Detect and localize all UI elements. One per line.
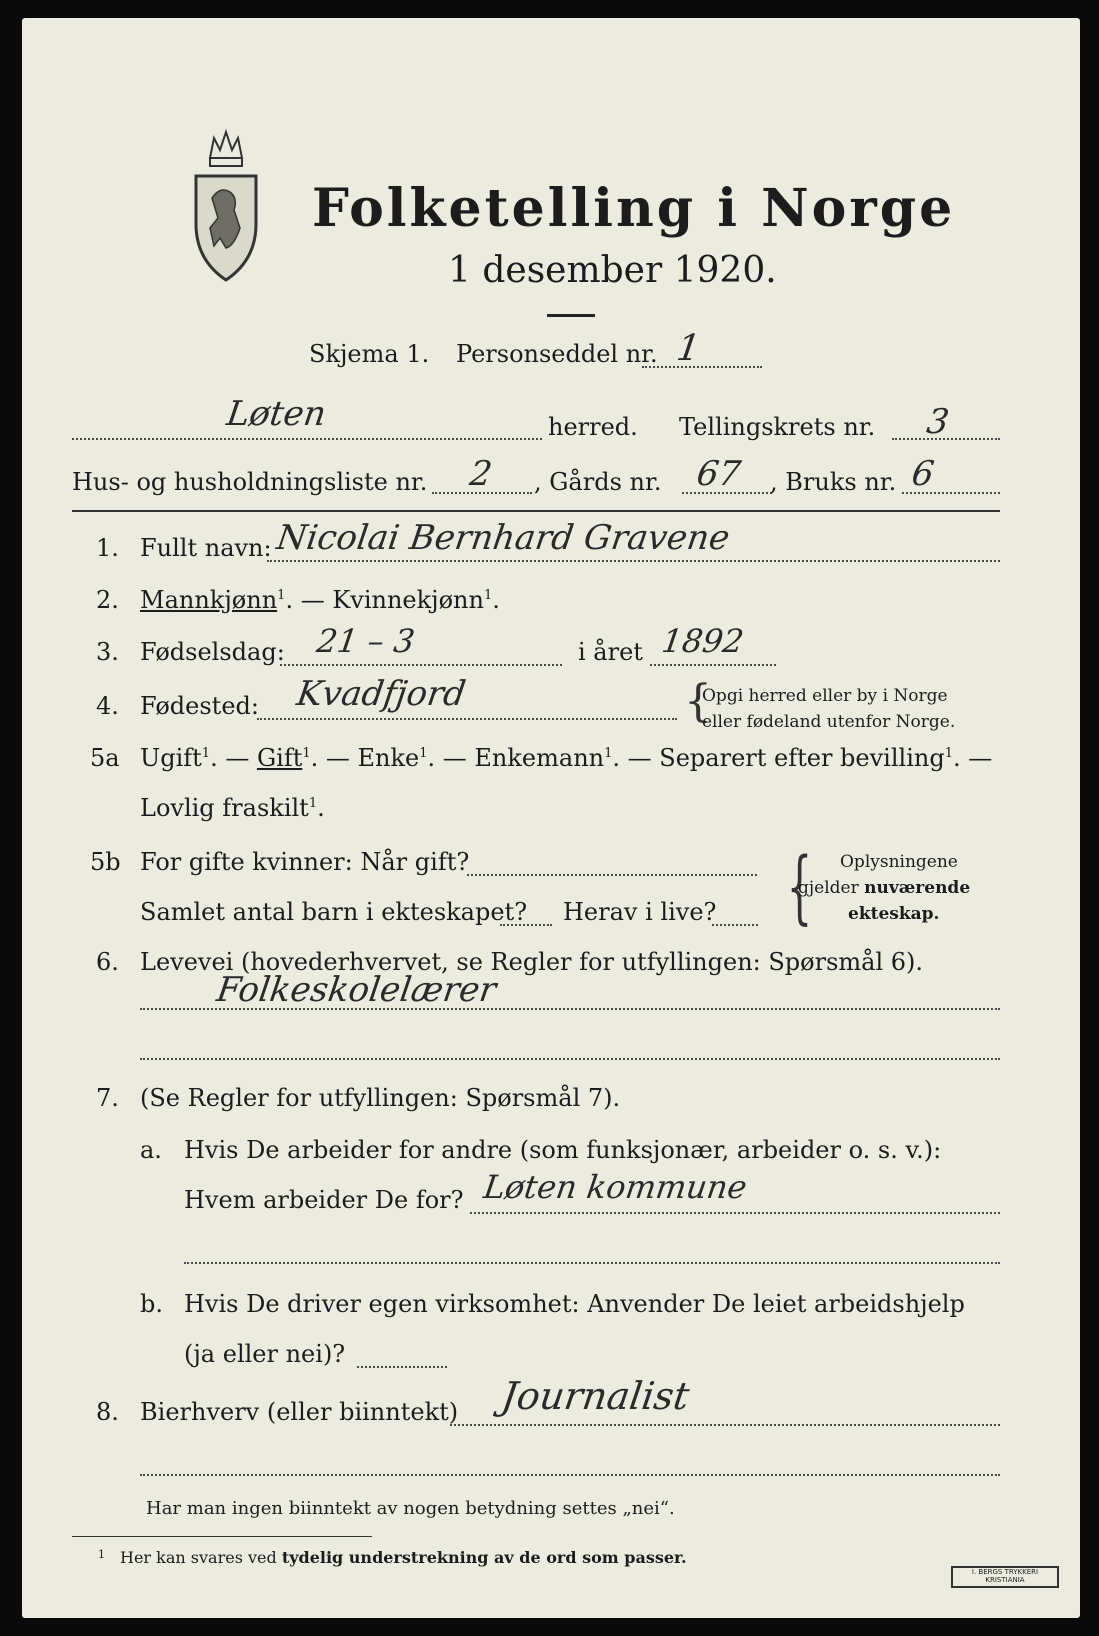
- herred-line: [72, 438, 542, 440]
- q6-line-1: [140, 1008, 1000, 1010]
- q7a-line1: Hvis De arbeider for andre (som funksjonær, arbeider o. s. v.):: [184, 1136, 942, 1164]
- q3-year-line: [650, 664, 776, 666]
- q5a-options: [140, 744, 992, 772]
- q3-value: 21 – 3: [314, 622, 418, 660]
- q7a-value: Løten kommune: [481, 1168, 750, 1206]
- footnote-marker: 1: [302, 746, 311, 761]
- q4-note-1: Opgi herred eller by i Norge: [702, 686, 948, 706]
- footnote-marker: 1: [604, 746, 613, 761]
- q4-number: 4.: [96, 692, 119, 720]
- q1-line: [267, 560, 1000, 562]
- q5b-brace: {: [786, 840, 813, 933]
- q5a-line2: [140, 794, 325, 822]
- herred-value: Løten: [224, 394, 329, 434]
- bruks-label: , Bruks nr.: [770, 468, 897, 496]
- q6-number: 6.: [96, 948, 119, 976]
- q7a-number: a.: [140, 1136, 162, 1164]
- q5b-barn-field: [500, 924, 552, 926]
- personseddel-label: Personseddel nr.: [456, 340, 658, 368]
- q5a-separert: . — Separert efter bevilling: [612, 744, 945, 772]
- q8-field: [450, 1424, 1000, 1426]
- q7a-field-2: [184, 1262, 1000, 1264]
- q7b-line1: Hvis De driver egen virksomhet: Anvender De leiet arbeidshjelp: [184, 1290, 965, 1318]
- footer-note: Har man ingen biinntekt av nogen betydning settes „nei“.: [146, 1498, 675, 1519]
- q2-mannkjonn: Mannkjønn: [140, 586, 278, 614]
- footnote-marker: 1: [419, 746, 428, 761]
- q3-year-value: 1892: [659, 622, 747, 660]
- q2-number: 2.: [96, 586, 119, 614]
- q5b-line1: For gifte kvinner: Når gift?: [140, 848, 470, 876]
- q6-line-2: [140, 1058, 1000, 1060]
- personseddel-value: 1: [674, 328, 703, 369]
- printer-stamp: I. BERGS TRYKKERI KRISTIANIA: [951, 1566, 1059, 1588]
- q8-number: 8.: [96, 1398, 119, 1426]
- q5b-note-2b: nuværende: [864, 878, 971, 898]
- q5b-note-2a: gjelder: [798, 878, 865, 898]
- coat-of-arms-icon: [190, 128, 262, 288]
- q8-label: Bierhverv (eller biinntekt): [140, 1398, 459, 1426]
- q3-year-label: i året: [578, 638, 643, 666]
- q2-text: [140, 586, 500, 614]
- husholdningsliste-label: Hus- og husholdningsliste nr.: [72, 468, 428, 496]
- q3-line: [280, 664, 562, 666]
- title-divider: [547, 314, 595, 317]
- q7a-line2: Hvem arbeider De for?: [184, 1186, 464, 1214]
- q3-number: 3.: [96, 638, 119, 666]
- census-form: [22, 18, 1080, 1618]
- q1-value: Nicolai Bernhard Gravene: [274, 518, 733, 558]
- q5b-note-2: [798, 878, 970, 898]
- footnote-marker: 1: [308, 796, 318, 811]
- q7b-number: b.: [140, 1290, 163, 1318]
- q6-label: Levevei (hovederhvervet, se Regler for utfyllingen: Spørsmål 6).: [140, 948, 924, 976]
- q4-value: Kvadfjord: [294, 674, 469, 714]
- q6-value: Folkeskolelærer: [214, 970, 499, 1010]
- q5a-ugift: Ugift: [140, 744, 202, 772]
- q5b-note-3: ekteskap.: [848, 904, 940, 924]
- footnote-marker: 1: [483, 588, 493, 603]
- skjema-label: Skjema 1.: [309, 340, 430, 368]
- q4-brace: {: [684, 676, 712, 727]
- q7b-field: [357, 1366, 447, 1368]
- q5b-line2a: Samlet antal barn i ekteskapet?: [140, 898, 528, 926]
- q5a-fraskilt: Lovlig fraskilt: [140, 794, 309, 822]
- q5a-line2-end: .: [317, 794, 325, 822]
- q7-number: 7.: [96, 1084, 119, 1112]
- bruks-value: 6: [909, 454, 937, 494]
- tellingskrets-label: Tellingskrets nr.: [679, 413, 876, 441]
- q7-label: (Se Regler for utfyllingen: Spørsmål 7).: [140, 1084, 621, 1112]
- q5a-number: 5a: [90, 744, 120, 772]
- q5b-live-field: [712, 924, 758, 926]
- q3-label: Fødselsdag:: [140, 638, 285, 666]
- q8-field-2: [140, 1474, 1000, 1476]
- q5a-enke: . — Enke: [310, 744, 420, 772]
- q5b-line2b: Herav i live?: [563, 898, 717, 926]
- footnote-rule: [72, 1536, 372, 1537]
- personseddel-line: [642, 366, 762, 368]
- gards-value: 67: [694, 454, 744, 494]
- footnote-text-b: tydelig understrekning av de ord som passer.: [281, 1548, 687, 1567]
- q4-label: Fødested:: [140, 692, 259, 720]
- tellingskrets-value: 3: [924, 402, 952, 442]
- gards-label: , Gårds nr.: [534, 468, 662, 496]
- footnote-marker: 1: [277, 588, 286, 603]
- header-rule: [72, 510, 1000, 512]
- footnote-marker: 1: [201, 746, 211, 761]
- form-title: Folketelling i Norge: [312, 178, 956, 239]
- q4-note-2: eller fødeland utenfor Norge.: [702, 712, 956, 732]
- q1-number: 1.: [96, 534, 119, 562]
- q5b-line1-field: [467, 874, 757, 876]
- q5a-separator: . —: [210, 744, 257, 772]
- q5a-end: . —: [952, 744, 993, 772]
- q5b-note-1: Oplysningene: [840, 852, 958, 872]
- footnote-text-a: Her kan svares ved: [120, 1548, 282, 1567]
- q7b-line2: (ja eller nei)?: [184, 1340, 346, 1368]
- q5a-gift: Gift: [256, 744, 303, 772]
- footnote-text: [120, 1548, 687, 1567]
- q1-label: Fullt navn:: [140, 534, 272, 562]
- q5a-enkemann: . — Enkemann: [427, 744, 605, 772]
- q7a-field: [470, 1212, 1000, 1214]
- q8-value: Journalist: [498, 1374, 693, 1418]
- footnote-marker: 1: [944, 746, 953, 761]
- q4-line: [257, 718, 677, 720]
- q2-kvinnekjonn: . — Kvinnekjønn: [285, 586, 484, 614]
- herred-label: herred.: [548, 413, 638, 441]
- q5b-number: 5b: [90, 848, 121, 876]
- q2-end: .: [492, 586, 500, 614]
- census-date: 1 desember 1920.: [448, 250, 777, 291]
- husholdningsliste-value: 2: [467, 454, 495, 494]
- footnote-number: 1: [98, 1548, 105, 1561]
